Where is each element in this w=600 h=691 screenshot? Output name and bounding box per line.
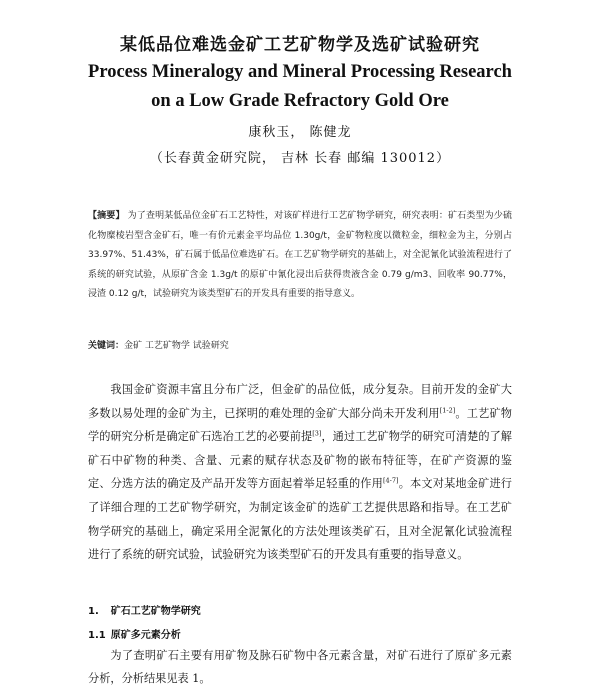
intro-paragraph [88,378,512,567]
introduction [88,378,512,567]
section-heading-1-1 [88,626,181,641]
intro-text-3: ，通过工艺矿物学的研究可清楚的了解矿石中矿物的种类、含量、元素的赋存状态及矿物的嵌布特征等，在矿产资源的鉴定、分选方法的确定及产品开发等方面起着举足轻重的作用 [88,430,512,491]
section-number: 1. [88,606,99,617]
abstract-label: 【摘要】 [88,211,125,221]
intro-text-1: 我国金矿资源丰富且分布广泛，但金矿的品位低，成分复杂。目前开发的金矿大多数以易处理的金矿为主，已探明的难处理的金矿大部分尚未开发利用 [88,383,512,420]
keywords-label: 关键词： [88,341,125,351]
citation-ref: [3] [312,429,322,438]
abstract [88,207,512,305]
section-title: 原矿多元素分析 [110,630,181,641]
keywords-text: 金矿 工艺矿物学 试验研究 [124,341,229,351]
citation-ref: [4-7] [382,476,399,485]
abstract-text: 为了查明某低品位金矿石工艺特性，对该矿样进行工艺矿物学研究，研究表明：矿石类型为少硫化物糜棱岩型含金矿石，唯一有价元素金平均品位 1.30g/t，金矿物粒度以微粒金，细粒金为主，分别占 33.97%、51.43%，矿石属于低品位难选矿石。在工艺矿物学研究的基础上，对全泥氰化试验流程进行了系统的研究试验，从原矿含金 1.3g/t 的原矿中氰化浸出后获得贵液含金 0.79 g/m3、回收率 90.77%，浸渣 0.12 g/t，试验研究为该类型矿石的开发具有重要的指导意义。 [88,211,512,299]
citation-ref: [1-2] [439,405,456,414]
intro-text-2: 。工艺矿物学的研究分析是确定矿石选冶工艺的必要前提 [88,406,512,444]
section-heading-1 [88,602,201,617]
title-english-line1: Process Mineralogy and Mineral Processing Research [88,62,512,82]
intro-text-4: 。本文对某地金矿进行了详细合理的工艺矿物学研究，为制定该金矿的选矿工艺提供思路和指导。在工艺矿物学研究的基础上，确定采用全泥氰化的方法处理该类矿石，且对全泥氰化试验流程进行了系统的研究试验，试验研究为该类型矿石的开发具有重要的指导意义。 [88,477,512,562]
title-chinese: 某低品位难选金矿工艺矿物学及选矿试验研究 [120,35,480,55]
keywords [88,338,512,354]
section-1-1-paragraph: 为了查明矿石主要有用矿物及脉石矿物中各元素含量，对矿石进行了原矿多元素分析，分析结果见表 1。 [88,649,512,685]
authors: 康秋玉， 陈健龙 [248,125,352,140]
section-title: 矿石工艺矿物学研究 [110,606,201,617]
section-1-1-body [88,644,512,690]
section-number: 1.1 [88,630,106,641]
title-english-line2: on a Low Grade Refractory Gold Ore [151,91,449,111]
affiliation: （长春黄金研究院， 吉林 长春 邮编 130012） [149,151,451,166]
